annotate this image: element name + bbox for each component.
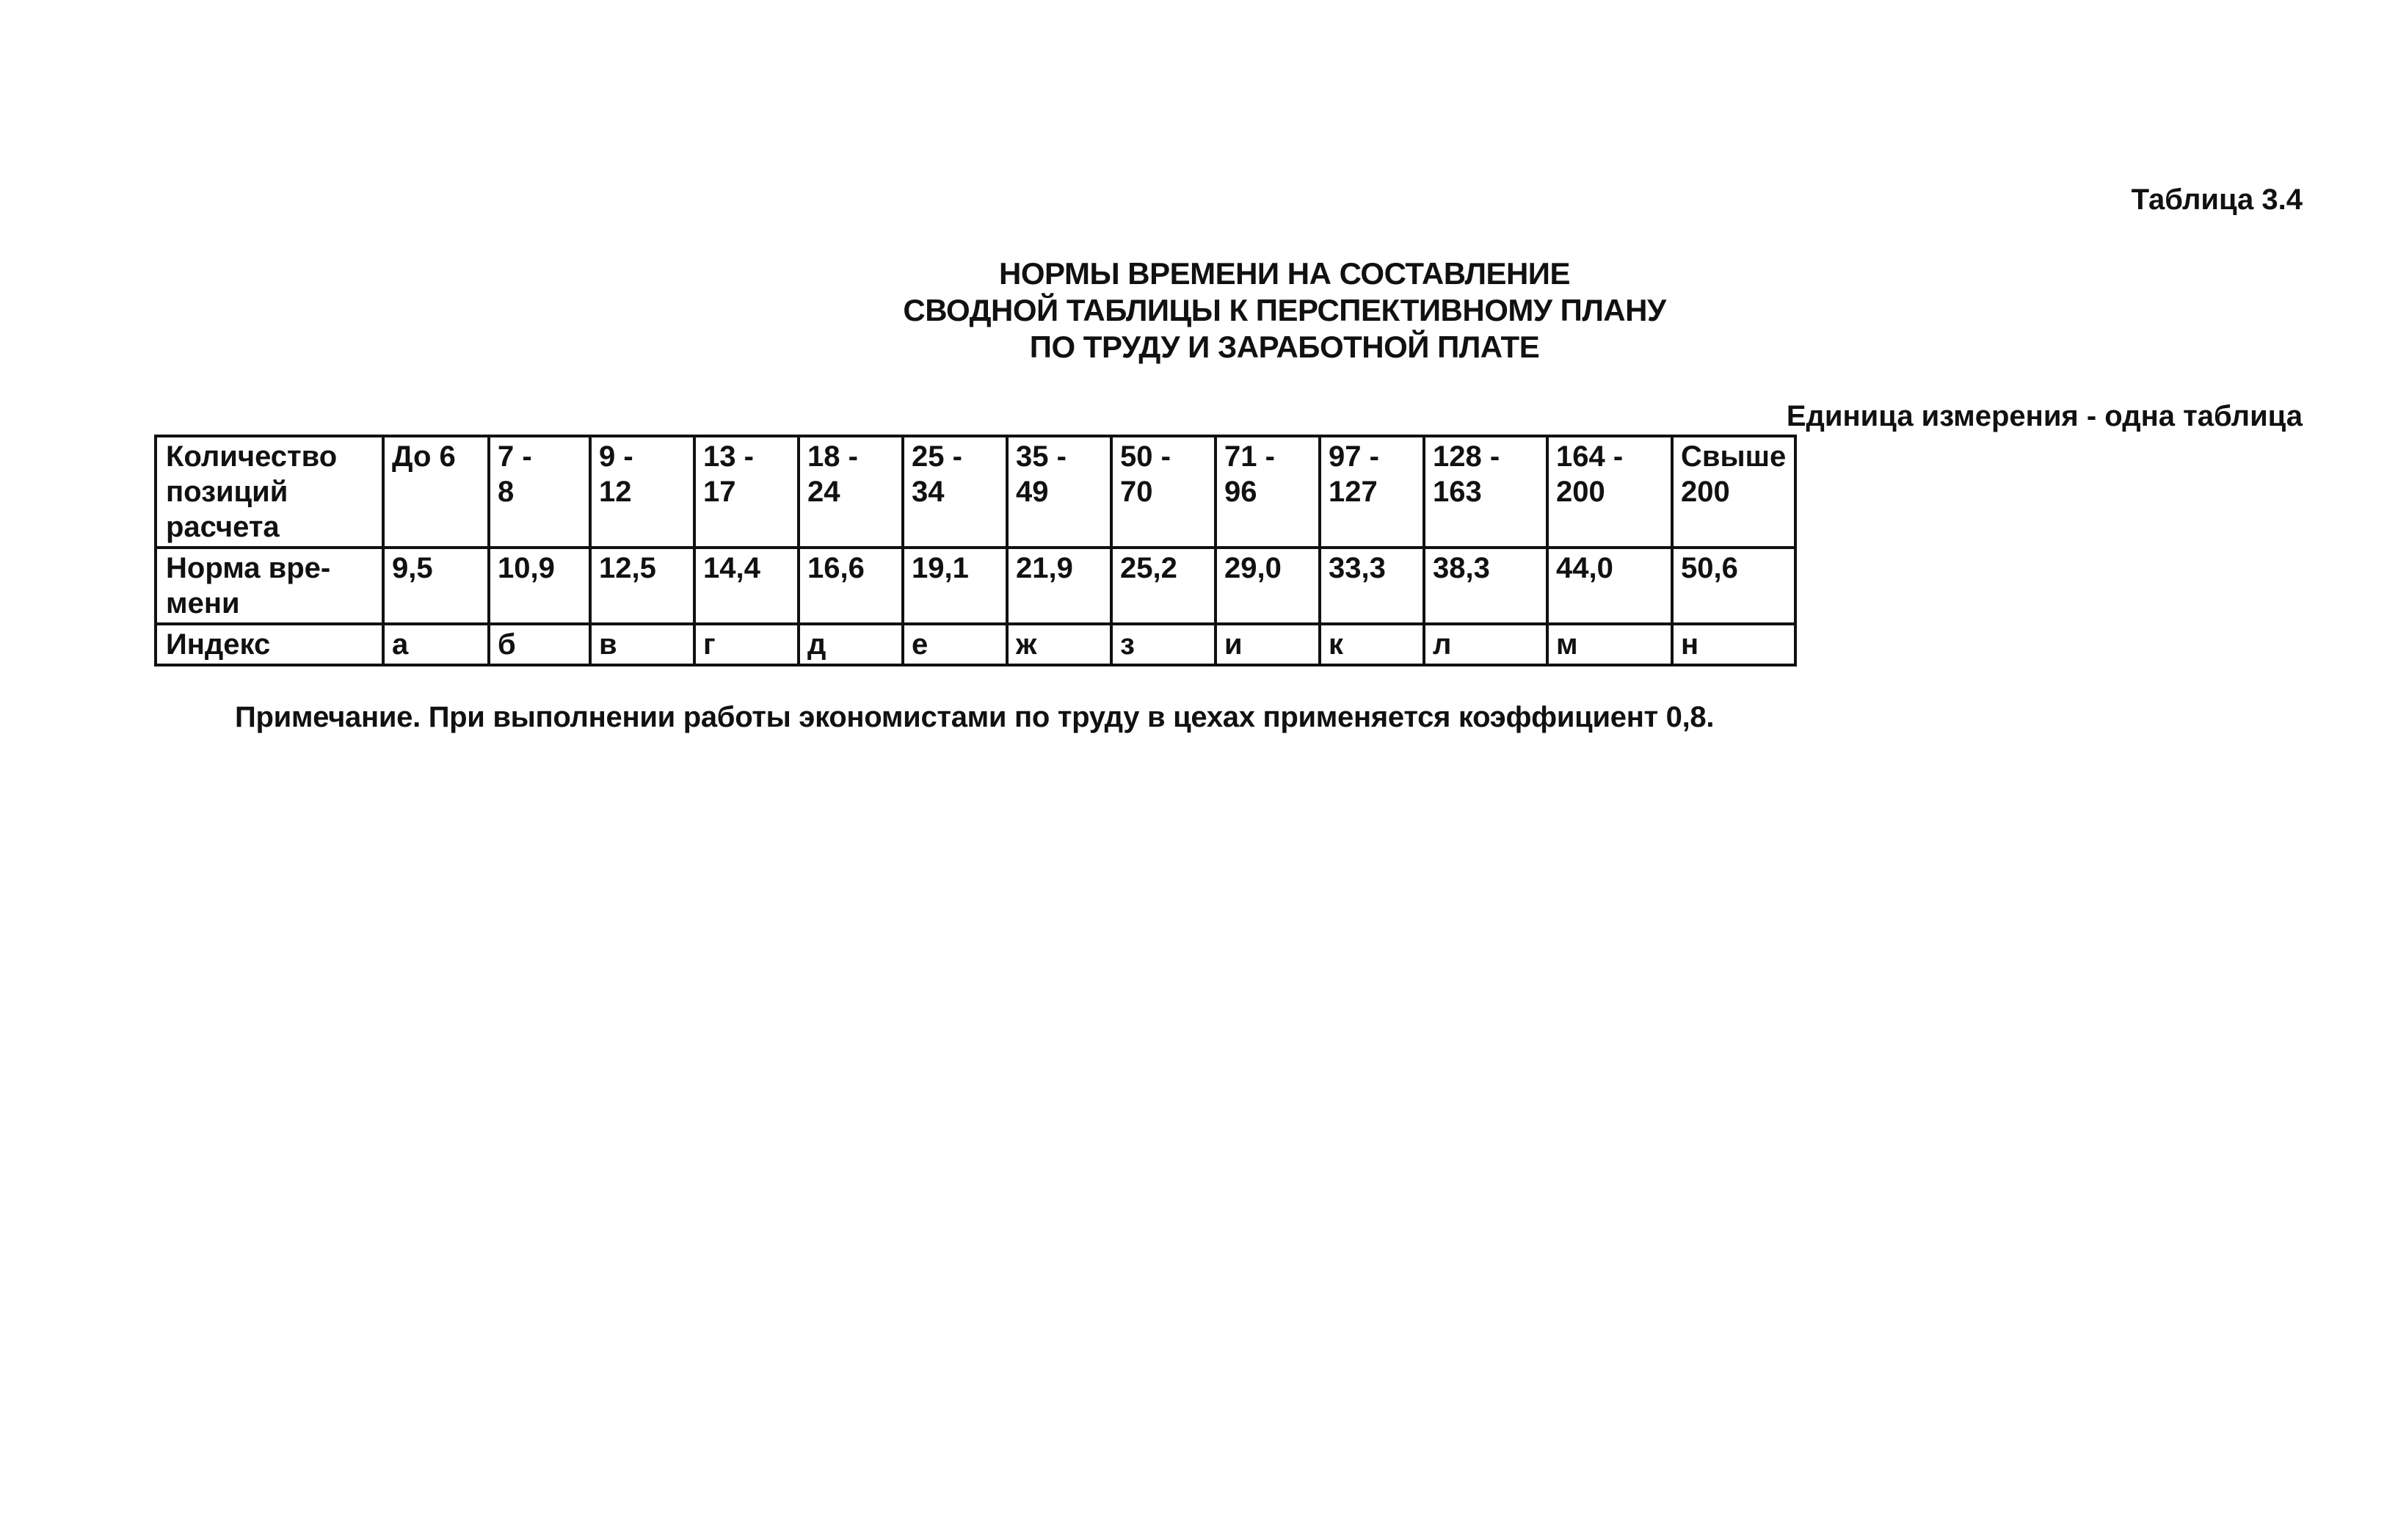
range-cell	[383, 436, 489, 548]
range-cell	[1320, 436, 1424, 548]
row-header-positions	[156, 436, 383, 548]
range-cell-line-1: 35 -	[1016, 440, 1067, 473]
range-cell	[590, 436, 694, 548]
norm-cell: 33,3	[1320, 548, 1424, 624]
range-cell	[1424, 436, 1547, 548]
norm-cell: 38,3	[1424, 548, 1547, 624]
range-cell-line-1: 13 -	[703, 440, 754, 473]
table-number: Таблица 3.4	[2131, 184, 2303, 216]
norm-cell: 25,2	[1111, 548, 1216, 624]
range-cell-line-2: 96	[1224, 476, 1257, 508]
range-cell-line-2: 34	[912, 476, 945, 508]
range-cell	[694, 436, 799, 548]
range-cell-line-1: 71 -	[1224, 440, 1275, 473]
range-cell-line-2: 17	[703, 476, 736, 508]
range-cell	[1672, 436, 1795, 548]
index-cell: н	[1672, 624, 1795, 665]
row-header-norm-line-1: Норма вре-	[166, 552, 331, 584]
range-cell-line-1: 25 -	[912, 440, 962, 473]
norms-table	[154, 435, 1797, 667]
index-cell: и	[1216, 624, 1320, 665]
range-cell-line-2: 163	[1433, 476, 1482, 508]
index-cell: д	[799, 624, 903, 665]
table-row-norm	[156, 548, 1795, 624]
range-cell-line-2: 70	[1120, 476, 1153, 508]
norm-cell: 14,4	[694, 548, 799, 624]
norm-cell: 29,0	[1216, 548, 1320, 624]
range-cell-line-1: 97 -	[1329, 440, 1379, 473]
range-cell-line-1: Свыше	[1681, 440, 1787, 473]
title-line-1: НОРМЫ ВРЕМЕНИ НА СОСТАВЛЕНИЕ	[999, 256, 1570, 291]
range-cell	[1111, 436, 1216, 548]
unit-of-measure: Единица измерения - одна таблица	[1786, 400, 2303, 432]
range-cell	[1216, 436, 1320, 548]
table-row-positions	[156, 436, 1795, 548]
norm-cell: 50,6	[1672, 548, 1795, 624]
range-cell-line-2: 8	[498, 476, 515, 508]
range-cell-line-2: 49	[1016, 476, 1049, 508]
range-cell-line-1: 9 -	[599, 440, 633, 473]
index-cell: е	[903, 624, 1007, 665]
range-cell-line-1: 18 -	[807, 440, 858, 473]
row-header-index: Индекс	[156, 624, 383, 665]
norm-cell: 16,6	[799, 548, 903, 624]
index-cell: а	[383, 624, 489, 665]
range-cell-line-2: 24	[807, 476, 840, 508]
index-cell: л	[1424, 624, 1547, 665]
norm-cell: 12,5	[590, 548, 694, 624]
range-cell-line-2: 12	[599, 476, 632, 508]
range-cell-line-1: 7 -	[498, 440, 532, 473]
footnote: Примечание. При выполнении работы экономистами по труду в цехах применяется коэффициент 0,8.	[235, 701, 1715, 733]
index-cell: в	[590, 624, 694, 665]
range-cell-line-1: До 6	[392, 440, 456, 473]
title-line-2: СВОДНОЙ ТАБЛИЦЫ К ПЕРСПЕКТИВНОМУ ПЛАНУ	[903, 293, 1666, 327]
range-cell	[1007, 436, 1111, 548]
title-line-3: ПО ТРУДУ И ЗАРАБОТНОЙ ПЛАТЕ	[1029, 330, 1540, 364]
range-cell	[903, 436, 1007, 548]
norm-cell: 19,1	[903, 548, 1007, 624]
row-header-norm	[156, 548, 383, 624]
row-header-positions-line-1: Количество	[166, 440, 338, 473]
range-cell-line-1: 50 -	[1120, 440, 1171, 473]
index-cell: к	[1320, 624, 1424, 665]
row-header-positions-line-2: позиций	[166, 476, 288, 508]
range-cell	[489, 436, 590, 548]
table-row-index	[156, 624, 1795, 665]
index-cell: г	[694, 624, 799, 665]
index-cell: м	[1547, 624, 1672, 665]
range-cell	[1547, 436, 1672, 548]
index-cell: з	[1111, 624, 1216, 665]
range-cell-line-2: 200	[1681, 476, 1730, 508]
norm-cell: 44,0	[1547, 548, 1672, 624]
range-cell-line-2: 127	[1329, 476, 1378, 508]
row-header-norm-line-2: мени	[166, 587, 240, 620]
page-title	[771, 255, 1798, 366]
range-cell-line-2: 200	[1556, 476, 1605, 508]
index-cell: ж	[1007, 624, 1111, 665]
norm-cell: 10,9	[489, 548, 590, 624]
index-cell: б	[489, 624, 590, 665]
row-header-positions-line-3: расчета	[166, 511, 280, 543]
range-cell	[799, 436, 903, 548]
range-cell-line-1: 128 -	[1433, 440, 1500, 473]
range-cell-line-1: 164 -	[1556, 440, 1624, 473]
norm-cell: 21,9	[1007, 548, 1111, 624]
norm-cell: 9,5	[383, 548, 489, 624]
